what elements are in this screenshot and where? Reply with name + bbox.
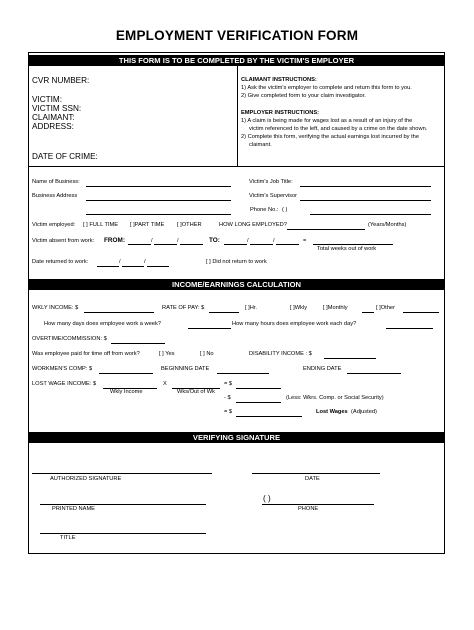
wkly-income-label: WKLY INCOME: $: [32, 305, 79, 311]
ending-date-field[interactable]: [347, 373, 401, 374]
part-time-checkbox[interactable]: [ ]PART TIME: [130, 222, 165, 228]
signature-date-field[interactable]: [252, 473, 380, 474]
from-month-field[interactable]: [128, 244, 151, 245]
job-title-field[interactable]: [300, 186, 431, 187]
total-weeks-field[interactable]: [313, 244, 393, 245]
victim-ssn-label: VICTIM SSN:: [32, 104, 82, 113]
disability-income-field[interactable]: [324, 358, 376, 359]
name-of-business-field[interactable]: [86, 186, 231, 187]
overtime-label: OVERTIME/COMMISSION: $: [32, 336, 107, 342]
disability-income-label: DISABILITY INCOME : $: [249, 351, 312, 357]
business-address-field-2[interactable]: [86, 214, 231, 215]
authorized-signature-label: AUTHORIZED SIGNATURE: [50, 476, 122, 482]
address-label: ADDRESS:: [32, 122, 74, 131]
gross-lost-equals: = $: [224, 381, 233, 387]
rate-of-pay-field[interactable]: [209, 312, 239, 313]
other-checkbox[interactable]: [ ]OTHER: [177, 222, 202, 228]
lost-wage-income-label: LOST WAGE INCOME: $: [32, 381, 97, 387]
absent-from-work-label: Victim absent from work:: [32, 238, 95, 244]
printed-name-field[interactable]: [40, 504, 206, 505]
how-long-employed-field[interactable]: [287, 229, 365, 230]
victim-employed-label: Victim employed:: [32, 222, 76, 228]
employer-header-bar: THIS FORM IS TO BE COMPLETED BY THE VICTIM'S EMPLOYER: [28, 55, 445, 66]
less-caption: (Less: Wkrs. Comp. or Social Security): [286, 395, 384, 401]
rate-of-pay-label: RATE OF PAY: $: [162, 305, 205, 311]
to-label: TO:: [209, 237, 220, 244]
multiply-sign: X: [163, 381, 167, 387]
returned-year-field[interactable]: [147, 266, 169, 267]
to-month-field[interactable]: [224, 244, 247, 245]
to-year-field[interactable]: [276, 244, 299, 245]
lost-wages-label: Lost Wages: [316, 409, 348, 415]
returned-slash-1: /: [119, 259, 121, 265]
to-slash-2: /: [273, 238, 275, 244]
paid-time-off-label: Was employee paid for time off from work?: [32, 351, 140, 357]
victim-label: VICTIM:: [32, 95, 63, 104]
from-slash-1: /: [151, 238, 153, 244]
wkly-income-caption: Wkly Income: [110, 389, 143, 395]
workmens-comp-field[interactable]: [99, 373, 153, 374]
lost-wages-field[interactable]: [236, 416, 302, 417]
days-per-week-field[interactable]: [188, 328, 231, 329]
title-label: TITLE: [60, 535, 76, 541]
less-minus: - $: [224, 395, 231, 401]
wkly-income-field[interactable]: [84, 312, 154, 313]
years-months-label: (Years/Months): [368, 222, 407, 228]
from-slash-2: /: [177, 238, 179, 244]
title-field[interactable]: [40, 533, 206, 534]
hours-per-day-question: How many hours does employee work each day?: [232, 321, 357, 327]
income-bar: INCOME/EARNINGS CALCULATION: [28, 279, 445, 290]
workmens-comp-label: WORKMEN'S COMP: $: [32, 366, 93, 372]
wkly-checkbox[interactable]: [ ]Wkly: [290, 305, 308, 311]
did-not-return-checkbox[interactable]: [ ] Did not return to work: [206, 259, 267, 265]
from-day-field[interactable]: [154, 244, 177, 245]
beginning-date-label: BEGINNING DATE: [161, 366, 210, 372]
authorized-signature-field[interactable]: [32, 473, 212, 474]
header-divider: [237, 66, 238, 166]
hr-checkbox[interactable]: [ ]Hr.: [245, 305, 258, 311]
monthly-field[interactable]: [362, 312, 374, 313]
monthly-checkbox[interactable]: [ ]Monthly: [323, 305, 348, 311]
paid-no-checkbox[interactable]: [ ] No: [200, 351, 214, 357]
employer-instruction-2: 2) Complete this form, verifying the actual earnings lost incurred by the: [241, 134, 419, 140]
signer-phone-label: PHONE: [298, 506, 319, 512]
phone-field[interactable]: [310, 214, 431, 215]
cvr-number-label: CVR NUMBER:: [32, 76, 90, 85]
form-title: EMPLOYMENT VERIFICATION FORM: [115, 28, 359, 43]
claimant-instruction-2: 2) Give completed form to your claim investigator.: [241, 93, 366, 99]
hours-per-day-field[interactable]: [386, 328, 433, 329]
employer-instructions-title: EMPLOYER INSTRUCTIONS:: [241, 110, 320, 116]
claimant-instructions-title: CLAIMANT INSTRUCTIONS:: [241, 77, 317, 83]
days-per-week-question: How many days does employee work a week?: [44, 321, 161, 327]
ending-date-label: ENDING DATE: [303, 366, 342, 372]
full-time-checkbox[interactable]: [ ] FULL TIME: [83, 222, 119, 228]
phone-area-code[interactable]: ( ): [282, 207, 288, 213]
business-address-label: Business Address: [32, 193, 78, 199]
date-returned-label: Date returned to work:: [32, 259, 89, 265]
claimant-label: CLAIMANT:: [32, 113, 75, 122]
employer-instruction-2-cont: claimant.: [249, 142, 272, 148]
to-day-field[interactable]: [250, 244, 273, 245]
supervisor-label: Victim's Supervisor: [249, 193, 298, 199]
weeks-out-caption: Wks/Out of Wk: [177, 389, 215, 395]
other-pay-checkbox[interactable]: [ ]Other: [376, 305, 395, 311]
business-address-field[interactable]: [86, 200, 231, 201]
adjusted-label: (Adjusted): [351, 409, 377, 415]
name-of-business-label: Name of Business:: [32, 179, 80, 185]
job-title-label: Victim's Job Title:: [249, 179, 293, 185]
lost-wages-equals: = $: [224, 409, 233, 415]
header-bottom-rule: [28, 166, 445, 167]
returned-day-field[interactable]: [122, 266, 144, 267]
overtime-field[interactable]: [111, 343, 165, 344]
other-pay-field[interactable]: [403, 312, 439, 313]
signer-phone-field[interactable]: [262, 504, 374, 505]
paid-yes-checkbox[interactable]: [ ] Yes: [159, 351, 175, 357]
returned-slash-2: /: [144, 259, 146, 265]
phone-label: Phone No.:: [250, 207, 279, 213]
from-label: FROM:: [104, 237, 125, 244]
to-slash-1: /: [247, 238, 249, 244]
employer-instruction-1: 1) A claim is being made for wages lost as a result of an injury of the: [241, 118, 413, 124]
how-long-employed-label: HOW LONG EMPLOYED?: [219, 222, 287, 228]
printed-name-label: PRINTED NAME: [52, 506, 95, 512]
from-year-field[interactable]: [180, 244, 203, 245]
returned-month-field[interactable]: [97, 266, 119, 267]
total-weeks-caption: Total weeks out of work: [317, 246, 377, 252]
signature-bar: VERIFYING SIGNATURE: [28, 432, 445, 443]
claimant-instruction-1: 1) Ask the victim's employer to complete and return this form to you.: [241, 85, 412, 91]
signer-phone-area-code[interactable]: ( ): [263, 494, 271, 503]
less-field[interactable]: [236, 402, 281, 403]
gross-lost-field[interactable]: [236, 388, 281, 389]
beginning-date-field[interactable]: [217, 373, 269, 374]
supervisor-field[interactable]: [300, 200, 431, 201]
date-of-crime-label: DATE OF CRIME:: [32, 152, 98, 161]
employer-instruction-1-cont: victim referenced to the left, and caused by a crime on the date shown.: [249, 126, 428, 132]
signature-date-label: DATE: [305, 476, 320, 482]
weeks-equals: =: [303, 238, 307, 244]
